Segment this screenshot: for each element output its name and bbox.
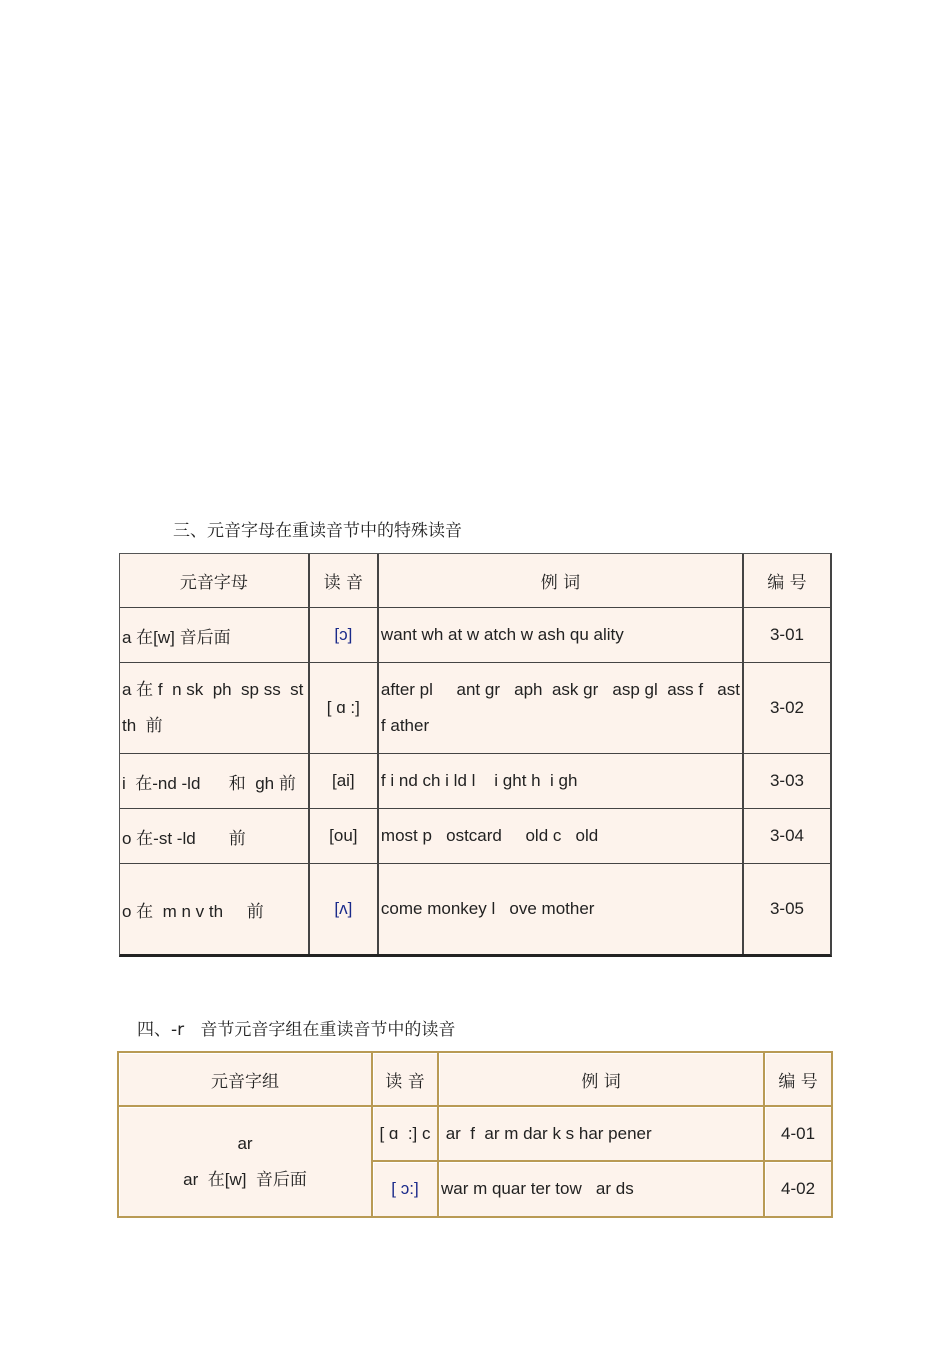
section-3-heading: 三、元音字母在重读音节中的特殊读音: [173, 521, 462, 541]
header-number: 编 号: [765, 1053, 831, 1107]
special-vowel-table: [119, 553, 832, 957]
header-examples: 例 词: [379, 554, 744, 608]
pronunciation-cell: [ai]: [310, 754, 379, 809]
table-row: [120, 754, 830, 809]
pronunciation-cell: [ou]: [310, 809, 379, 864]
examples-cell: want wh at w atch w ash qu ality: [379, 608, 744, 663]
examples-cell: come monkey l ove mother: [379, 864, 744, 954]
examples-line: f ather: [380, 716, 430, 735]
r-syllable-vowel-group-table: [117, 1051, 833, 1218]
header-vowel-group: 元音字组: [119, 1053, 373, 1107]
vowel-group-line: ar: [237, 1133, 253, 1153]
table-row: [120, 864, 830, 954]
number-cell: 3-04: [744, 809, 830, 864]
number-cell: 3-03: [744, 754, 830, 809]
table-row: [120, 663, 830, 754]
examples-line: after pl ant gr aph ask gr asp gl ass f ast: [380, 680, 740, 699]
examples-cell: f i nd ch i ld l i ght h i gh: [379, 754, 744, 809]
header-vowel-letter: 元音字母: [120, 554, 310, 608]
pronunciation-cell: [ɔ]: [310, 608, 379, 663]
vowel-letter-cell: i 在-nd -ld 和 gh 前: [120, 754, 310, 809]
vowel-group-cell: [119, 1107, 373, 1216]
header-examples: 例 词: [439, 1053, 765, 1107]
pronunciation-cell: [ ɑ :]: [310, 663, 379, 754]
vowel-group-line: ar 在[w] 音后面: [183, 1169, 307, 1189]
table-row: [120, 809, 830, 864]
number-cell: 4-01: [765, 1107, 831, 1162]
header-pronunciation: 读 音: [373, 1053, 439, 1107]
number-cell: 4-02: [765, 1162, 831, 1216]
vowel-letter-cell: [120, 663, 310, 754]
number-cell: 3-01: [744, 608, 830, 663]
pronunciation-cell: [ ɑ :] c: [373, 1107, 439, 1162]
number-cell: 3-02: [744, 663, 830, 754]
examples-cell: ar f ar m dar k s har pener: [439, 1107, 765, 1162]
pronunciation-cell: [ʌ]: [310, 864, 379, 954]
header-pronunciation: 读 音: [310, 554, 379, 608]
pronunciation-cell: [ ɔ:]: [373, 1162, 439, 1216]
table-row: [119, 1107, 831, 1162]
number-cell: 3-05: [744, 864, 830, 954]
table-header-row: [120, 554, 830, 608]
examples-cell: war m quar ter tow ar ds: [439, 1162, 765, 1216]
table-row: [120, 608, 830, 663]
header-number: 编 号: [744, 554, 830, 608]
vowel-letter-cell: a 在[w] 音后面: [120, 608, 310, 663]
vowel-letter-cell: o 在 m n v th 前: [120, 864, 310, 954]
vowel-letter-cell: o 在-st -ld 前: [120, 809, 310, 864]
vowel-letter-line: th 前: [122, 716, 163, 735]
examples-cell: most p ostcard old c old: [379, 809, 744, 864]
table-header-row: [119, 1053, 831, 1107]
examples-cell: [379, 663, 744, 754]
section-4-heading: 四、-r 音节元音字组在重读音节中的读音: [137, 1020, 456, 1040]
vowel-letter-line: a 在 f n sk ph sp ss st: [122, 680, 304, 699]
